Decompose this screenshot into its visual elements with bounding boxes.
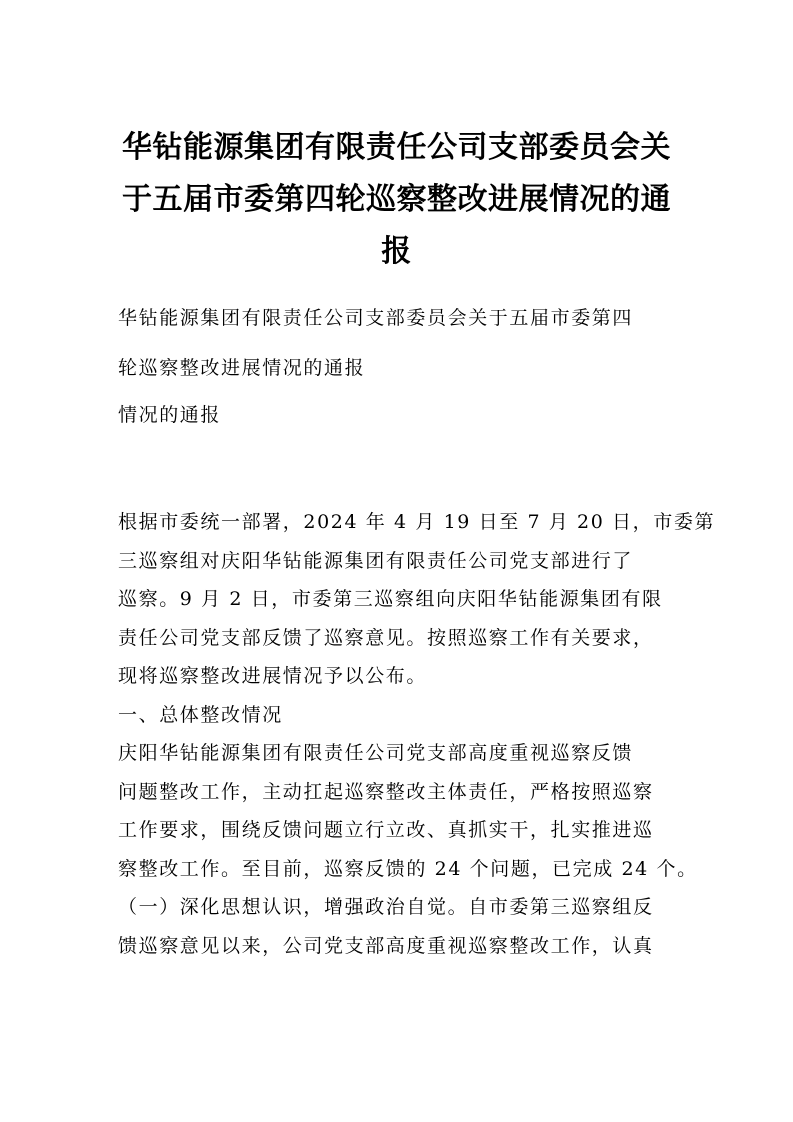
section-heading: 一、总体整改情况: [118, 703, 283, 726]
title-line-1: 华钻能源集团有限责任公司支部委员会关: [122, 130, 671, 165]
caption-text: 情况的通报: [118, 404, 222, 426]
body-line: 察整改工作。至目前，巡察反馈的 24 个问题，已完成 24 个。: [118, 857, 698, 880]
body-line: 巡察。9 月 2 日，市委第三巡察组向庆阳华钻能源集团有限: [118, 588, 663, 610]
title-line-3: 报: [381, 234, 412, 269]
body-line: 庆阳华钻能源集团有限责任公司党支部高度重视巡察反馈: [118, 742, 634, 764]
body-line: 现将巡察整改进展情况予以公布。: [118, 665, 428, 687]
body-line: 馈巡察意见以来，公司党支部高度重视巡察整改工作，认真: [118, 934, 654, 957]
subtitle: [118, 293, 684, 393]
subtitle-line-2: 轮巡察整改进展情况的通报: [118, 357, 366, 379]
subtitle-line-1: 华钻能源集团有限责任公司支部委员会关于五届市委第四: [118, 307, 634, 329]
document-title: [100, 122, 693, 278]
body-paragraphs: [118, 503, 716, 965]
body-line: 工作要求，围绕反馈问题立行立改、真抓实干，扎实推进巡: [118, 819, 654, 841]
body-line: （一）深化思想认识，增强政治自觉。自市委第三巡察组反: [118, 896, 654, 918]
body-line: 问题整改工作，主动扛起巡察整改主体责任，严格按照巡察: [118, 780, 654, 803]
body-line: 根据市委统一部署，2024 年 4 月 19 日至 7 月 20 日，市委第: [118, 511, 716, 533]
body-line: 责任公司党支部反馈了巡察意见。按照巡察工作有关要求，: [118, 626, 654, 649]
body-line: 三巡察组对庆阳华钻能源集团有限责任公司党支部进行了: [118, 549, 634, 572]
caption: [118, 397, 684, 433]
title-line-2: 于五届市委第四轮巡察整改进展情况的通: [122, 182, 671, 217]
